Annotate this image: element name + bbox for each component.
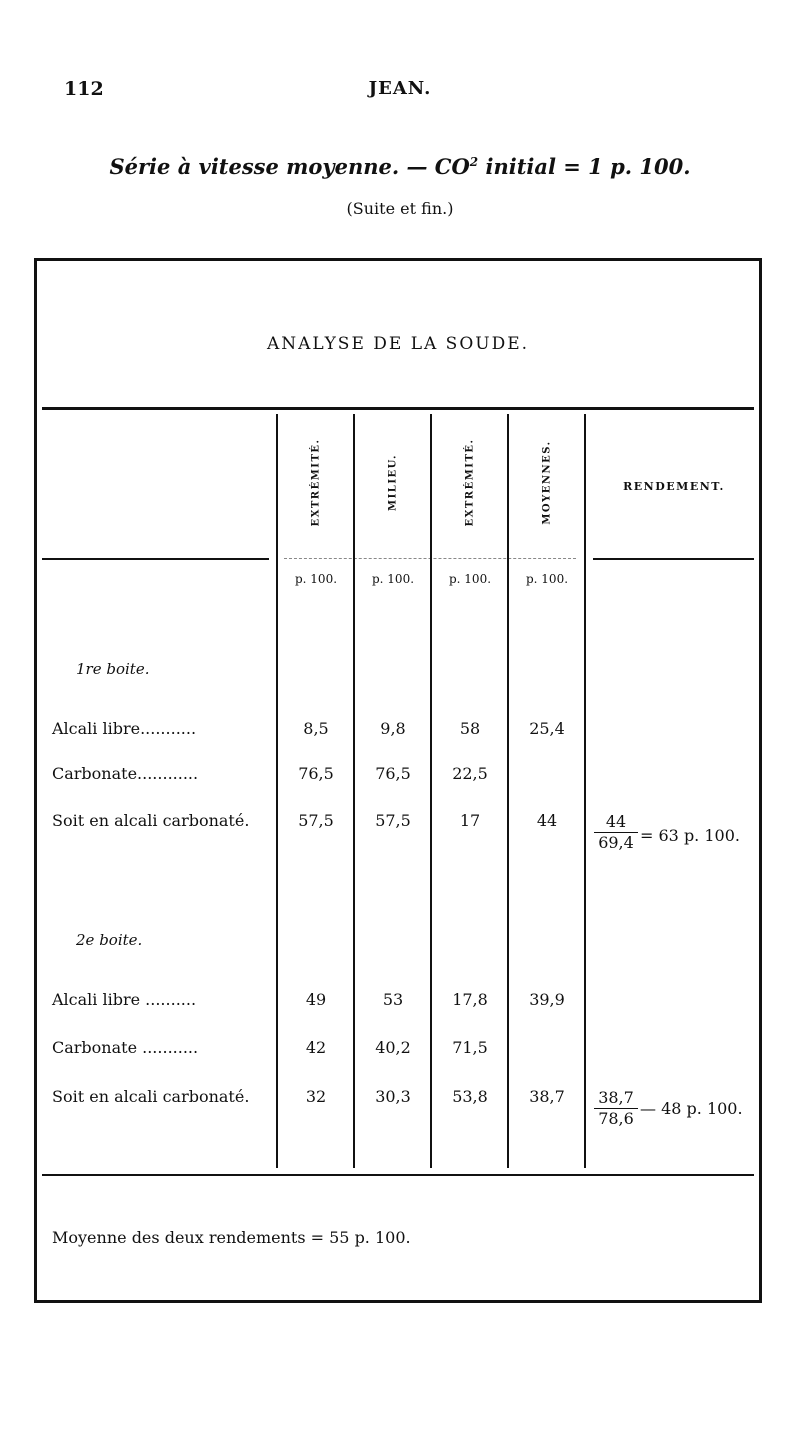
column-header-extremite-2: EXTRÉMITÉ.	[464, 438, 476, 527]
running-head: JEAN.	[368, 78, 432, 99]
table-cell: 53,8	[452, 1087, 488, 1106]
series-title-superscript: 2	[469, 155, 479, 169]
row-label: Soit en alcali carbonaté.	[52, 1087, 250, 1106]
row-label: Carbonate............	[52, 764, 199, 783]
rendement-fraction	[594, 1088, 638, 1128]
rendement-result: — 48 p. 100.	[640, 1099, 743, 1118]
rendement-fraction	[594, 812, 638, 852]
footer-rule	[42, 1174, 754, 1176]
table-cell: 44	[536, 811, 558, 830]
fraction-denominator: 69,4	[598, 833, 634, 852]
table-cell: 53	[382, 990, 404, 1009]
table-cell: 40,2	[375, 1038, 411, 1057]
series-subtitle: (Suite et fin.)	[346, 199, 454, 218]
column-divider	[584, 414, 586, 1168]
table-cell: 49	[305, 990, 327, 1009]
unit-label: p. 100.	[525, 572, 569, 586]
table-title: ANALYSE DE LA SOUDE.	[266, 334, 530, 354]
column-head-rule-left	[42, 558, 269, 560]
header-rule	[42, 407, 754, 410]
series-title-main: Série à vitesse moyenne. — CO	[109, 154, 470, 179]
section-title: 1re boite.	[76, 660, 150, 678]
column-header-extremite-1: EXTRÉMITÉ.	[310, 438, 322, 527]
table-cell: 42	[305, 1038, 327, 1057]
table-cell: 8,5	[303, 719, 329, 738]
table-cell: 25,4	[529, 719, 565, 738]
page-number: 112	[64, 78, 104, 100]
table-cell: 17,8	[452, 990, 488, 1009]
table-cell: 9,8	[380, 719, 406, 738]
table-cell: 58	[459, 719, 481, 738]
row-label: Alcali libre ..........	[52, 990, 197, 1009]
column-header-rendement: RENDEMENT.	[623, 480, 725, 493]
average-yield-note: Moyenne des deux rendements = 55 p. 100.	[52, 1228, 411, 1247]
column-head-rule-right	[593, 558, 754, 560]
table-cell: 39,9	[529, 990, 565, 1009]
table-cell: 71,5	[452, 1038, 488, 1057]
row-label: Carbonate ...........	[52, 1038, 199, 1057]
table-cell: 17	[459, 811, 481, 830]
table-cell: 32	[305, 1087, 327, 1106]
series-title-tail: initial = 1 p. 100.	[478, 154, 691, 179]
unit-label: p. 100.	[448, 572, 492, 586]
fraction-numerator: 44	[594, 812, 638, 833]
table-cell: 38,7	[529, 1087, 565, 1106]
series-title	[0, 154, 800, 179]
rendement-result: = 63 p. 100.	[640, 826, 740, 845]
fraction-denominator: 78,6	[598, 1109, 634, 1128]
table-cell: 57,5	[375, 811, 411, 830]
fraction-numerator: 38,7	[594, 1088, 638, 1109]
section-title: 2e boite.	[76, 931, 143, 949]
table-cell: 22,5	[452, 764, 488, 783]
row-label: Alcali libre...........	[52, 719, 197, 738]
unit-label: p. 100.	[371, 572, 415, 586]
table-cell: 57,5	[298, 811, 334, 830]
row-label: Soit en alcali carbonaté.	[52, 811, 250, 830]
column-header-moyennes: MOYENNES.	[541, 440, 553, 525]
table-cell: 76,5	[375, 764, 411, 783]
column-header-milieu: MILIEU.	[387, 454, 399, 511]
table-cell: 30,3	[375, 1087, 411, 1106]
table-cell: 76,5	[298, 764, 334, 783]
unit-label: p. 100.	[294, 572, 338, 586]
